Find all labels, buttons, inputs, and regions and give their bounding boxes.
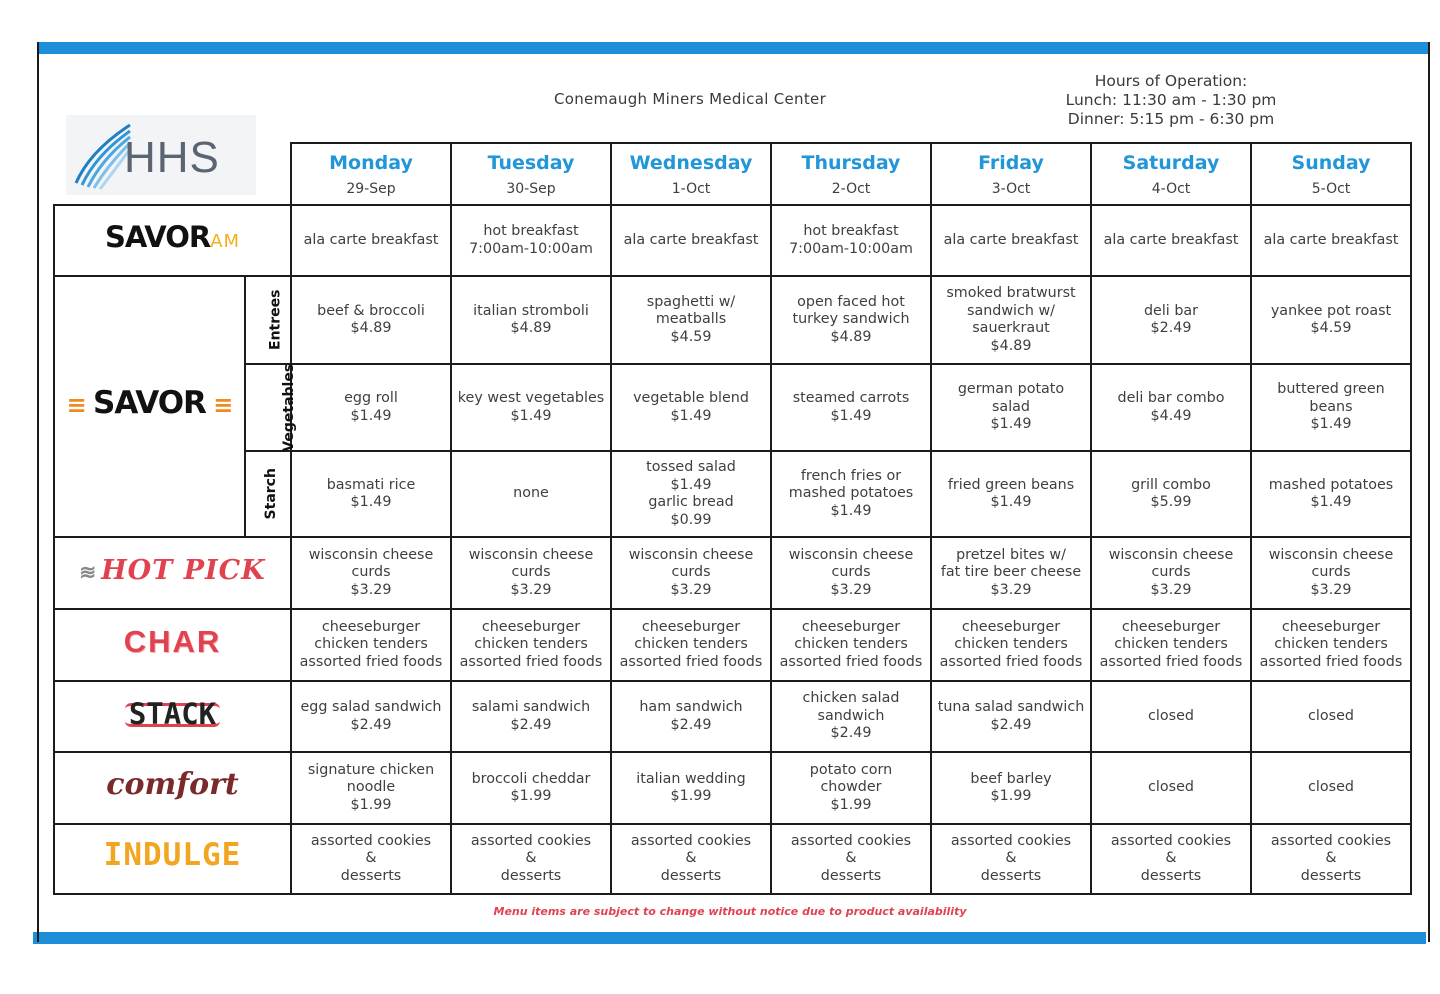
menu-cell-savor-am: ala carte breakfast (1251, 205, 1411, 276)
menu-cell-savor-am: ala carte breakfast (931, 205, 1091, 276)
day-header-sunday (1251, 143, 1411, 205)
menu-cell-char: cheeseburger chicken tenders assorted fried foods (931, 609, 1091, 681)
menu-cell-comfort: closed (1251, 752, 1411, 824)
menu-cell-comfort: potato corn chowder $1.99 (771, 752, 931, 824)
starch-label (245, 451, 291, 537)
menu-cell-indulge: assorted cookies & desserts (771, 824, 931, 894)
day-header-row (54, 143, 1411, 205)
menu-cell-entrees: open faced hot turkey sandwich $4.89 (771, 276, 931, 364)
char-logo-text: CHAR (123, 623, 222, 659)
menu-cell-hot-pick: wisconsin cheese curds $3.29 (1091, 537, 1251, 609)
menu-cell-savor-am: ala carte breakfast (291, 205, 451, 276)
text-label: Thursday (801, 152, 901, 175)
text-label: Entrees (267, 289, 284, 351)
hot-pick-row (54, 537, 1411, 609)
menu-cell-vegetables: vegetable blend $1.49 (611, 364, 771, 451)
indulge-logo-text: INDULGE (103, 837, 242, 874)
stack-row (54, 681, 1411, 752)
savor-logo-text: SAVOR (93, 384, 206, 421)
menu-cell-savor-am: hot breakfast 7:00am-10:00am (771, 205, 931, 276)
menu-cell-hot-pick: wisconsin cheese curds $3.29 (291, 537, 451, 609)
lunch-hours: Lunch: 11:30 am - 1:30 pm (1065, 91, 1277, 109)
entrees-row (54, 276, 1411, 364)
menu-cell-starch: french fries or mashed potatoes $1.49 (771, 451, 931, 537)
hot-pick-logo (54, 537, 291, 609)
text-label: 30-Sep (506, 181, 556, 198)
menu-cell-entrees: beef & broccoli $4.89 (291, 276, 451, 364)
vegetables-label (245, 363, 298, 452)
savor-dash-left-icon: ≡ (66, 390, 94, 419)
vegetables-row (54, 364, 1411, 451)
menu-cell-entrees: spaghetti w/ meatballs $4.59 (611, 276, 771, 364)
menu-cell-indulge: assorted cookies & desserts (611, 824, 771, 894)
menu-cell-vegetables: deli bar combo $4.49 (1091, 364, 1251, 451)
savor-dash-right-icon: ≡ (205, 390, 233, 419)
text-label: Sunday (1291, 152, 1371, 175)
menu-cell-indulge: assorted cookies & desserts (931, 824, 1091, 894)
menu-cell-starch: fried green beans $1.49 (931, 451, 1091, 537)
hhs-logo-text: HHS (124, 133, 220, 182)
dinner-hours: Dinner: 5:15 pm - 6:30 pm (1067, 110, 1275, 128)
frame-left-border (37, 42, 39, 942)
hot-pick-logo-text: HOT PICK (101, 554, 266, 586)
day-header-wednesday (611, 143, 771, 205)
menu-cell-hot-pick: wisconsin cheese curds $3.29 (611, 537, 771, 609)
text-label: Monday (329, 152, 413, 175)
text-label: 1-Oct (671, 181, 711, 198)
savor-am-logo-suffix: AM (210, 230, 241, 252)
menu-cell-stack: ham sandwich $2.49 (611, 681, 771, 752)
hours-of-operation (1040, 72, 1302, 129)
menu-cell-hot-pick: wisconsin cheese curds $3.29 (1251, 537, 1411, 609)
menu-cell-starch: none (451, 451, 611, 537)
menu-cell-starch: grill combo $5.99 (1091, 451, 1251, 537)
text-label: Friday (978, 152, 1044, 175)
frame-right-border (1428, 42, 1430, 942)
menu-cell-char: cheeseburger chicken tenders assorted fried foods (451, 609, 611, 681)
text-label: Tuesday (487, 152, 575, 175)
entrees-label (245, 276, 291, 364)
savor-logo (54, 276, 245, 537)
menu-cell-stack: closed (1251, 681, 1411, 752)
text-label: Vegetables (281, 363, 298, 452)
savor-am-logo-text: SAVOR (104, 219, 211, 254)
menu-cell-comfort: italian wedding $1.99 (611, 752, 771, 824)
speed-lines-icon: ≋ (79, 559, 98, 584)
hours-title: Hours of Operation: (1094, 72, 1248, 90)
header-spacer (54, 143, 291, 205)
menu-cell-entrees: italian stromboli $4.89 (451, 276, 611, 364)
savor-am-logo (54, 205, 291, 276)
menu-cell-entrees: deli bar $2.49 (1091, 276, 1251, 364)
text-label: Saturday (1122, 152, 1220, 175)
menu-cell-savor-am: hot breakfast 7:00am-10:00am (451, 205, 611, 276)
char-logo (54, 609, 291, 681)
menu-cell-starch: basmati rice $1.49 (291, 451, 451, 537)
day-header-thursday (771, 143, 931, 205)
bottom-accent-bar (33, 932, 1426, 944)
menu-cell-char: cheeseburger chicken tenders assorted fried foods (291, 609, 451, 681)
comfort-logo-text: comfort (106, 767, 239, 803)
menu-cell-stack: closed (1091, 681, 1251, 752)
text-label: 5-Oct (1311, 181, 1351, 198)
menu-cell-stack: tuna salad sandwich $2.49 (931, 681, 1091, 752)
menu-cell-vegetables: key west vegetables $1.49 (451, 364, 611, 451)
menu-cell-indulge: assorted cookies & desserts (1251, 824, 1411, 894)
menu-cell-starch: mashed potatoes $1.49 (1251, 451, 1411, 537)
menu-cell-char: cheeseburger chicken tenders assorted fried foods (1091, 609, 1251, 681)
menu-cell-starch: tossed salad $1.49 garlic bread $0.99 (611, 451, 771, 537)
menu-cell-char: cheeseburger chicken tenders assorted fried foods (1251, 609, 1411, 681)
facility-name: Conemaugh Miners Medical Center (553, 90, 827, 108)
menu-cell-comfort: beef barley $1.99 (931, 752, 1091, 824)
text-label: Wednesday (629, 152, 753, 175)
menu-cell-hot-pick: wisconsin cheese curds $3.29 (451, 537, 611, 609)
menu-cell-entrees: smoked bratwurst sandwich w/ sauerkraut $4.89 (931, 276, 1091, 364)
text-label: 29-Sep (346, 181, 396, 198)
savor-am-row (54, 205, 1411, 276)
menu-cell-savor-am: ala carte breakfast (611, 205, 771, 276)
menu-cell-stack: salami sandwich $2.49 (451, 681, 611, 752)
menu-cell-indulge: assorted cookies & desserts (451, 824, 611, 894)
menu-cell-vegetables: german potato salad $1.49 (931, 364, 1091, 451)
text-label: 4-Oct (1151, 181, 1191, 198)
menu-cell-entrees: yankee pot roast $4.59 (1251, 276, 1411, 364)
menu-cell-stack: chicken salad sandwich $2.49 (771, 681, 931, 752)
menu-cell-comfort: broccoli cheddar $1.99 (451, 752, 611, 824)
weekly-menu-table (53, 142, 1412, 895)
menu-cell-hot-pick: pretzel bites w/ fat tire beer cheese $3.29 (931, 537, 1091, 609)
menu-cell-indulge: assorted cookies & desserts (291, 824, 451, 894)
stack-logo (54, 681, 291, 752)
menu-cell-stack: egg salad sandwich $2.49 (291, 681, 451, 752)
menu-cell-comfort: signature chicken noodle $1.99 (291, 752, 451, 824)
menu-cell-vegetables: egg roll $1.49 (291, 364, 451, 451)
comfort-row (54, 752, 1411, 824)
top-accent-bar (37, 42, 1430, 54)
starch-row (54, 451, 1411, 537)
day-header-friday (931, 143, 1091, 205)
char-row (54, 609, 1411, 681)
comfort-logo (54, 752, 291, 824)
text-label: 3-Oct (991, 181, 1031, 198)
day-header-monday (291, 143, 451, 205)
menu-cell-char: cheeseburger chicken tenders assorted fried foods (771, 609, 931, 681)
disclaimer-text: Menu items are subject to change without notice due to product availability (493, 905, 967, 918)
indulge-logo (54, 824, 291, 894)
menu-cell-vegetables: steamed carrots $1.49 (771, 364, 931, 451)
day-header-tuesday (451, 143, 611, 205)
menu-cell-hot-pick: wisconsin cheese curds $3.29 (771, 537, 931, 609)
text-label: 2-Oct (831, 181, 871, 198)
menu-cell-savor-am: ala carte breakfast (1091, 205, 1251, 276)
stack-logo-text: STACK (125, 703, 220, 727)
menu-cell-comfort: closed (1091, 752, 1251, 824)
text-label: Starch (262, 468, 279, 520)
day-header-saturday (1091, 143, 1251, 205)
menu-cell-indulge: assorted cookies & desserts (1091, 824, 1251, 894)
menu-cell-char: cheeseburger chicken tenders assorted fried foods (611, 609, 771, 681)
menu-cell-vegetables: buttered green beans $1.49 (1251, 364, 1411, 451)
indulge-row (54, 824, 1411, 894)
